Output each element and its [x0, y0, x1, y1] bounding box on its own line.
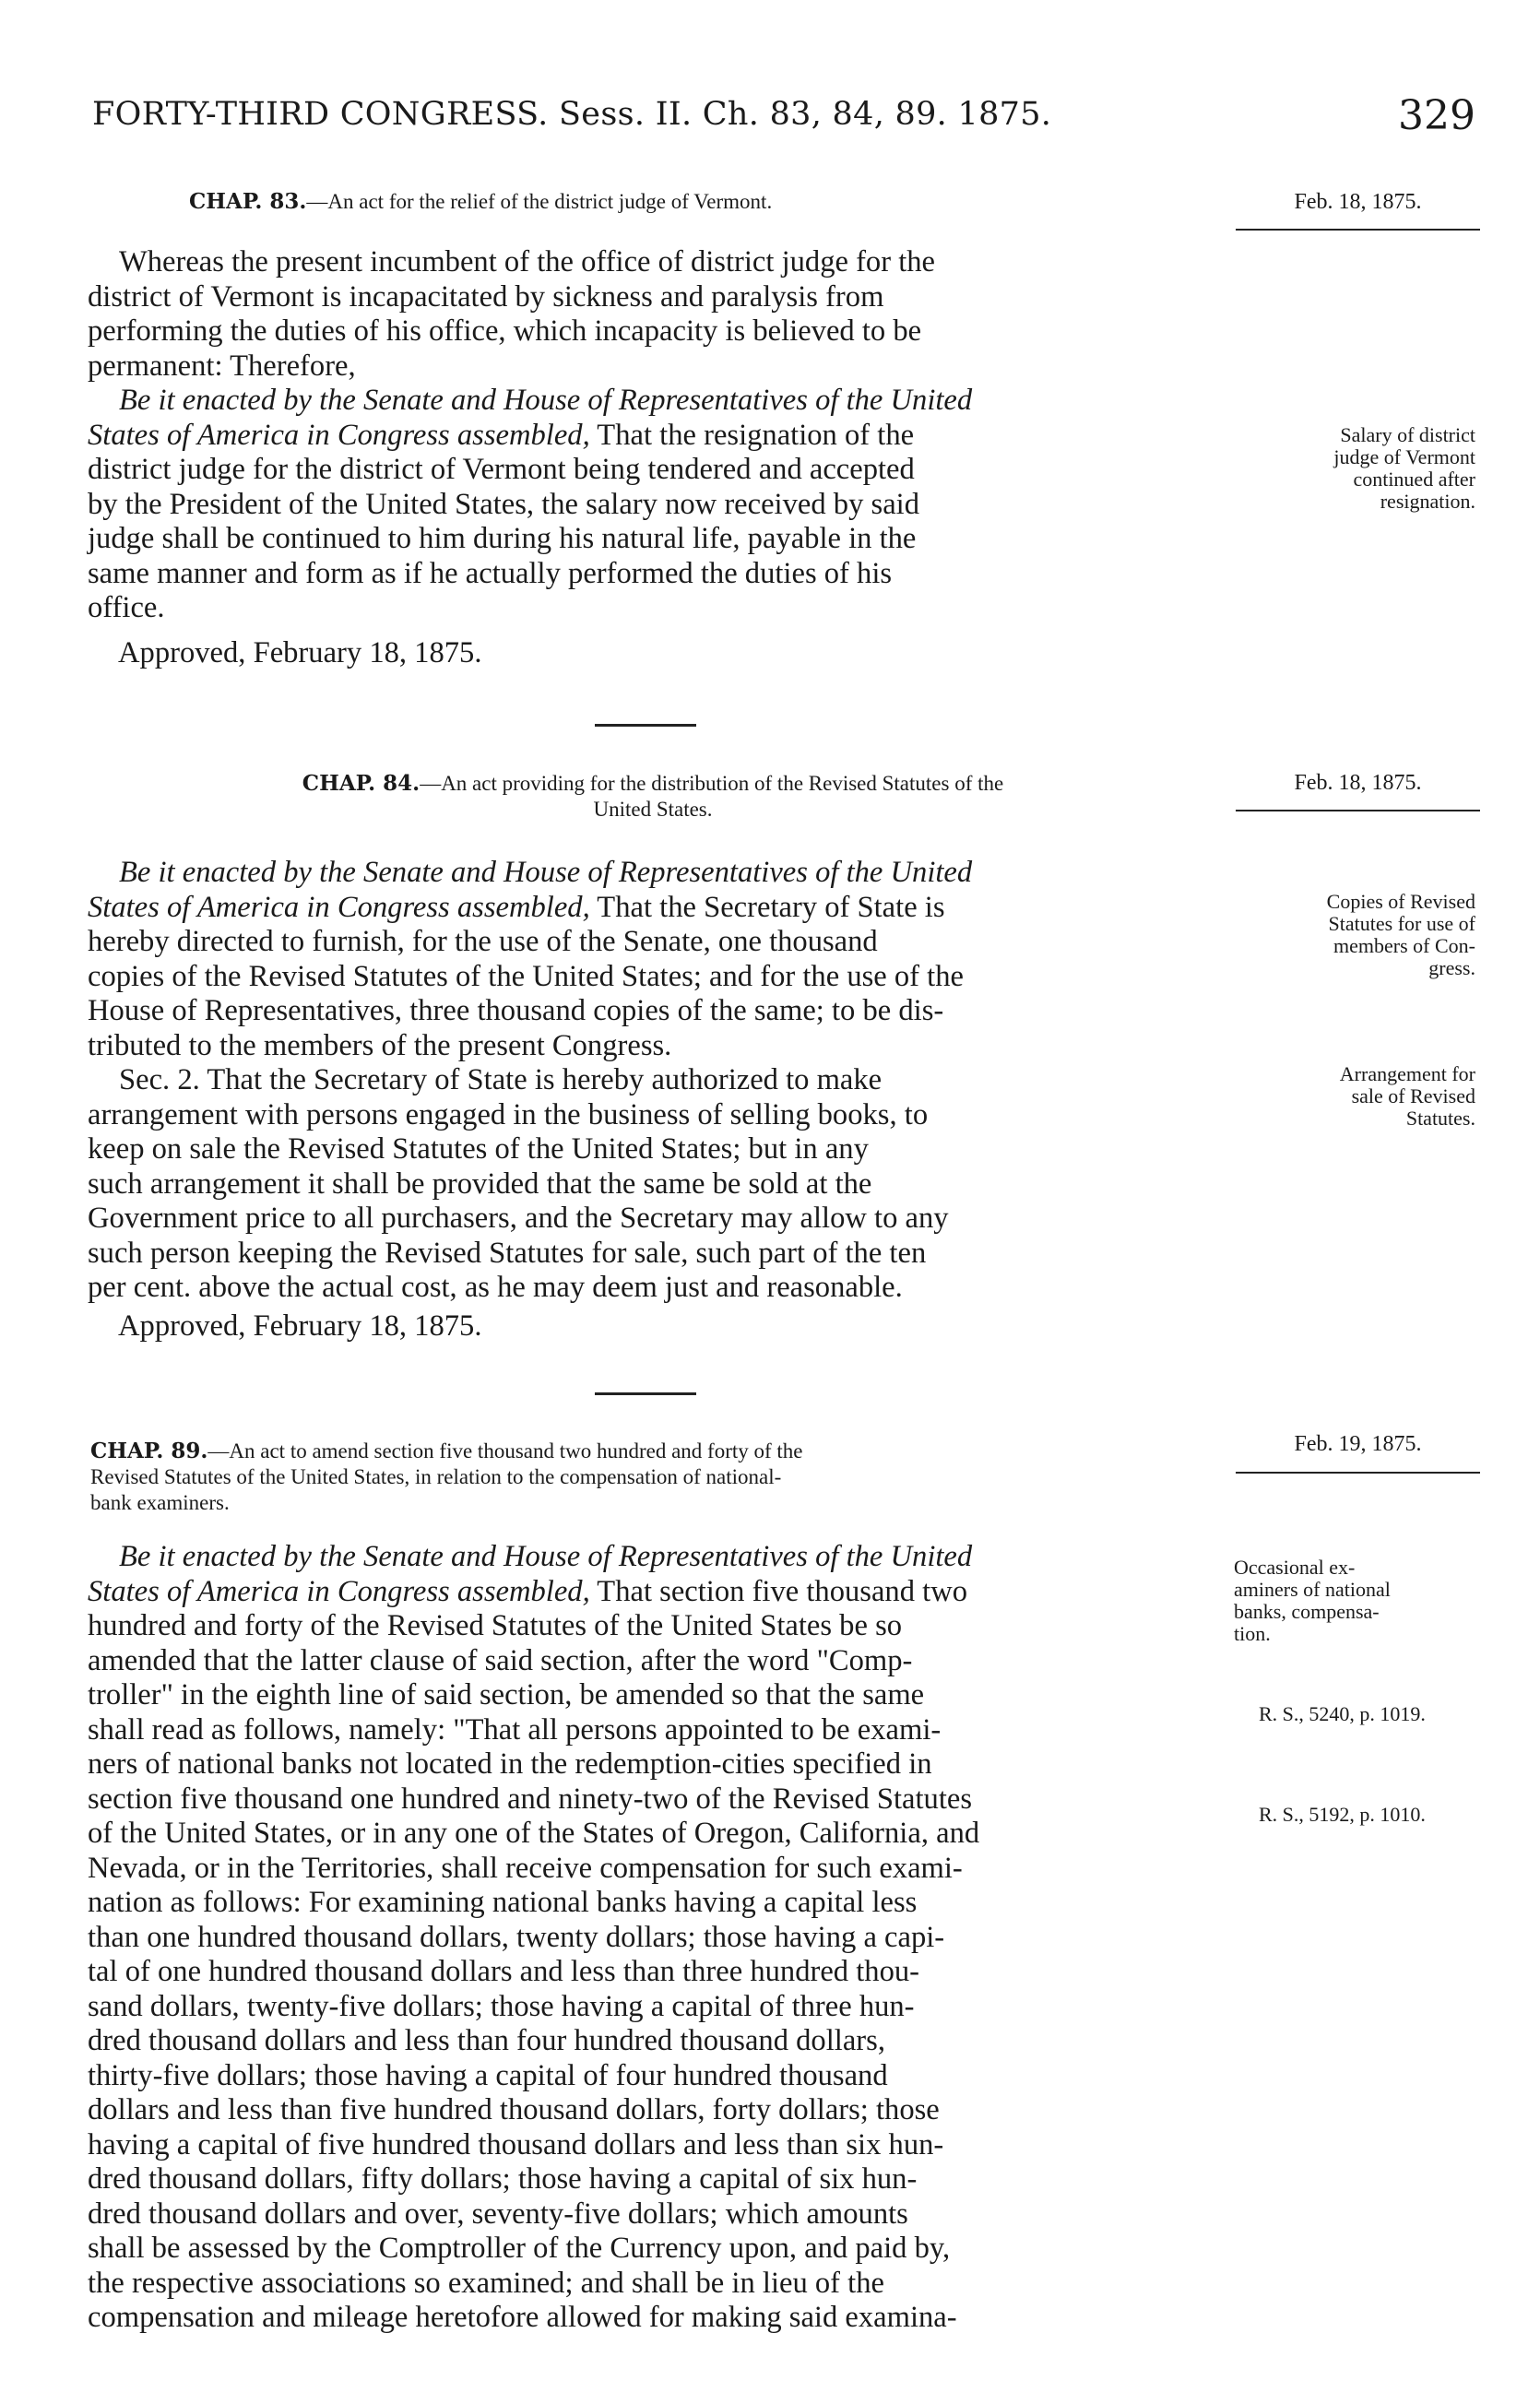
ch83-preamble: Whereas the present incumbent of the office of district judge for the district of Vermont is incapacitated by sickness and paralysis from performing the duties of his office, which incapacity is believed to be permanent: Therefore, [88, 245, 936, 383]
ch83-heading [189, 189, 1185, 215]
ch83-title: —An act for the relief of the district judge of Vermont. [306, 190, 773, 213]
ch84-title: —An act providing for the distribution of the Revised Statutes of the United States. [420, 772, 1004, 821]
ch89-ref-2: R. S., 5192, p. 1010. [1259, 1803, 1426, 1826]
ch83-enacting-clause: Be it enacted by the Senate and House of Representatives of the United States of America in Congress assembled, [88, 384, 973, 452]
ch84-sec2 [88, 1063, 1217, 1306]
ch84-margin-note-1: Copies of Revised Statutes for use of members of Con- gress. [1326, 890, 1475, 979]
ch83-date: Feb. 18, 1875. [1294, 190, 1422, 214]
ch83-label: CHAP. 83. [189, 189, 307, 214]
ch84-margin-note-2: Arrangement for sale of Revised Statutes. [1339, 1062, 1475, 1130]
ch89-date-rule [1236, 1472, 1480, 1474]
ch89-enactment [88, 1540, 1217, 2336]
ch89-heading [90, 1439, 1215, 1516]
ch83-approved: Approved, February 18, 1875. [118, 636, 482, 669]
ch84-sec2-body: That the Secretary of State is hereby authorized to make arrangement with persons engaged in the business of selling books, to keep on sale the Revised Statutes of the United States; but in any such arrangement it shall be provided that the same be sold at the Government price to all purchasers, and the Secretary may allow to any such person keeping the Revised Statutes for sale, such part of the ten per cent. above the actual cost, as he may deem just and reasonable. [88, 1063, 949, 1304]
ch84-label: CHAP. 84. [302, 771, 421, 796]
ch89-margin-note: Occasional ex- aminers of national banks, compensa- tion. [1234, 1556, 1391, 1645]
ch83-date-rule [1236, 229, 1480, 231]
ch84-date: Feb. 18, 1875. [1294, 771, 1422, 795]
ch89-label: CHAP. 89. [90, 1439, 208, 1463]
separator-rule [595, 1392, 696, 1395]
ch84-sec1 [88, 856, 1217, 1063]
ch89-ref-1: R. S., 5240, p. 1019. [1259, 1702, 1426, 1725]
ch84-approved: Approved, February 18, 1875. [118, 1309, 482, 1343]
ch83-margin-note: Salary of district judge of Vermont continued after resignation. [1333, 423, 1475, 513]
ch84-enacting-clause: Be it enacted by the Senate and House of Representatives of the United States of America in Congress assembled, [88, 856, 973, 924]
ch89-enacting-clause: Be it enacted by the Senate and House of Representatives of the United States of America in Congress assembled, [88, 1540, 973, 1608]
ch83-body: That the resignation of the district judge for the district of Vermont being tendered and accepted by the President of the United States, the salary now received by said judge shall be continued to him during his natural life, payable in the same manner and form as if he actually performed the duties of his office. [88, 418, 919, 624]
ch89-title: —An act to amend section five thousand two hundred and forty of the Revised Statutes of the United States, in relation to the compensation of national- bank examiners. [90, 1439, 803, 1514]
ch89-body: That section five thousand two hundred and forty of the Revised Statutes of the United States be so amended that the latter clause of said section, after the word "Comp- troller" in the eighth line of said section, be amended so that the same shall read as follows, namely: "That all persons appointed to be exami- ners of national banks not located in the redemption-cities specified in section five thousand one hundred and ninety-two of the Revised Statutes of the United States, or in any one of the States of Oregon, California, and Nevada, or in the Territories, shall receive compensation for such exami- nation as follows: For examining national banks having a capital less than one hundred thousand dollars, twenty dollars; those having a capi- tal of one hundred thousand dollars and less than three hundred thou- sand dollars, twenty-five dollars; those having a capital of three hun- dred thousand dollars and less than four hundred thousand dollars, thirty-five dollars; those having a capital of four hundred thousand dollars and less than five hundred thousand dollars, forty dollars; those having a capital of five hundred thousand dollars and less than six hun- dred thousand dollars, fifty dollars; those having a capital of six hun- dred thousand dollars and over, seventy-five dollars; which amounts shall be assessed by the Comptroller of the Currency upon, and paid by, the respective associations so examined; and shall be in lieu of the compensation and mileage heretofore allowed for making said examina- [88, 1574, 980, 2334]
running-header [92, 92, 1475, 140]
running-title: FORTY-THIRD CONGRESS. Sess. II. Ch. 83, 84, 89. 1875. [92, 96, 1052, 133]
ch84-date-rule [1236, 810, 1480, 811]
page-number: 329 [1398, 92, 1475, 139]
ch89-date: Feb. 19, 1875. [1294, 1432, 1422, 1456]
ch84-heading [90, 771, 1215, 823]
ch84-sec1-body: That the Secretary of State is hereby directed to furnish, for the use of the Senate, one thousand copies of the Revised Statutes of the United States; and for the use of the House of Representatives, three thousand copies of the same; to be dis- tributed to the members of the present Congress. [88, 890, 964, 1062]
ch83-enactment [88, 384, 1217, 626]
separator-rule [595, 724, 696, 727]
ch84-sec2-label: Sec. 2. [119, 1063, 200, 1096]
ch84-heading-block [90, 771, 1215, 823]
